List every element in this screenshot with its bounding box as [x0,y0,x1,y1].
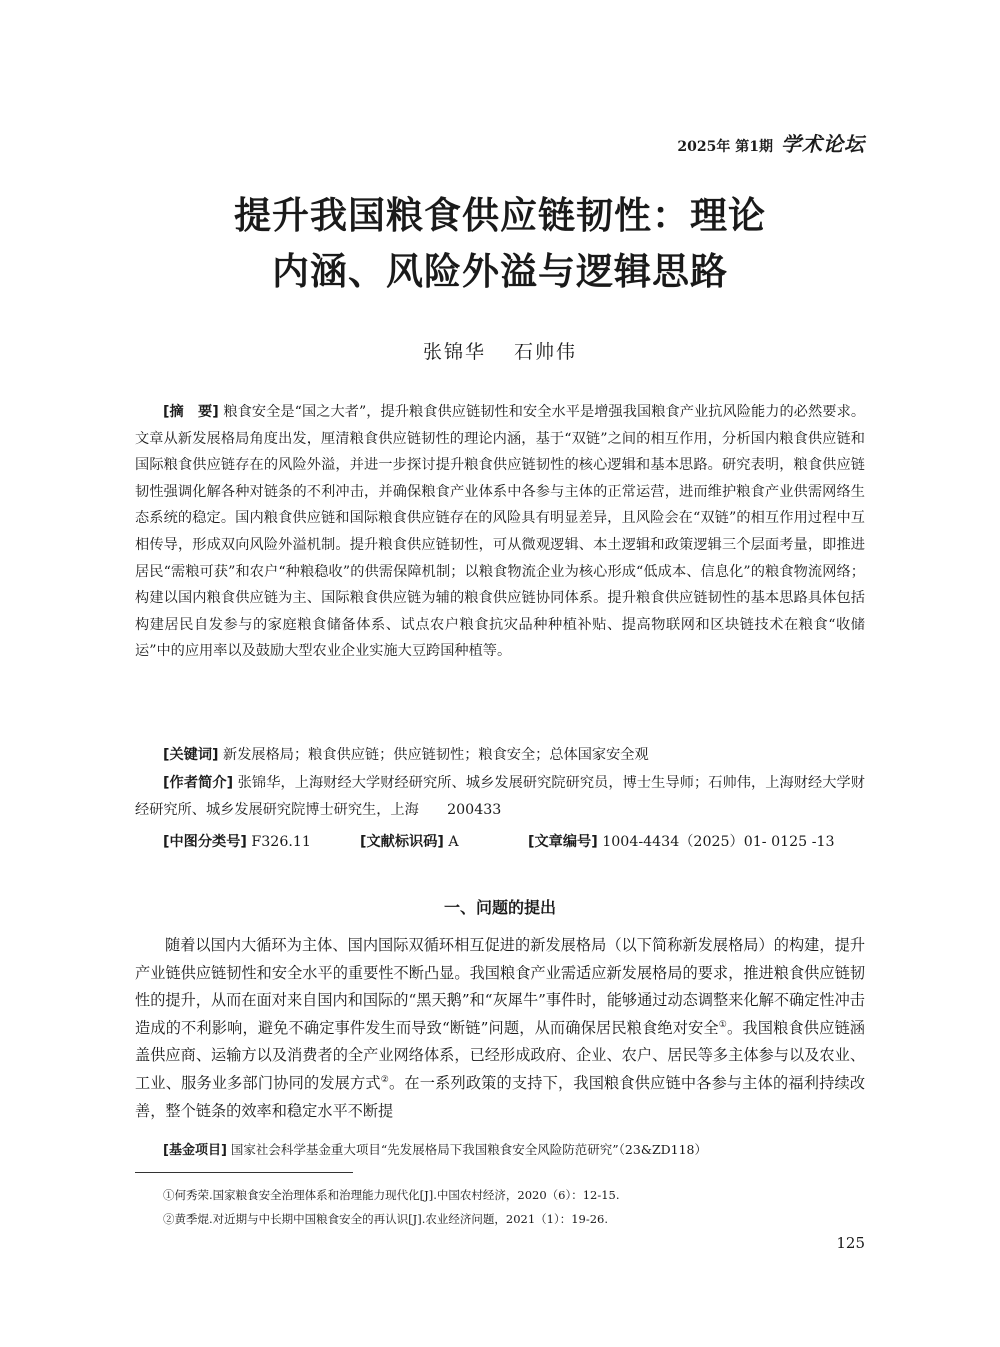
footnotes [163,1183,865,1231]
abstract-text: 粮食安全是“国之大者”，提升粮食供应链韧性和安全水平是增强我国粮食产业抗风险能力的必然要求。文章从新发展格局角度出发，厘清粮食供应链韧性的理论内涵，基于“双链”之间的相互作用，分析国内粮食供应链和国际粮食供应链存在的风险外溢，并进一步探讨提升粮食供应链韧性的核心逻辑和基本思路。研究表明，粮食供应链韧性强调化解各种对链条的不利冲击，并确保粮食产业体系中各参与主体的正常运营，进而维护粮食产业供需网络生态系统的稳定。国内粮食供应链和国际粮食供应链存在的风险具有明显差异，且风险会在“双链”的相互作用过程中互相传导，形成双向风险外溢机制。提升粮食供应链韧性，可从微观逻辑、本土逻辑和政策逻辑三个层面考量，即推进居民“需粮可获”和农户“种粮稳收”的供需保障机制；以粮食物流企业为核心形成“低成本、信息化”的粮食物流网络；构建以国内粮食供应链为主、国际粮食供应链为辅的粮食供应链协同体系。提升粮食供应链韧性的基本思路具体包括构建居民自发参与的家庭粮食储备体系、试点农户粮食抗灾品种种植补贴、提高物联网和区块链技术在粮食“收储运”中的应用率以及鼓励大型农业企业实施大豆跨国种植等。 [135,404,866,660]
clc-value: F326.11 [251,834,311,850]
clc-code [163,829,360,856]
page-number: 125 [836,1234,865,1252]
doc-code [360,829,528,856]
keywords-label: [关键词] [163,747,219,763]
title-line-1: 提升我国粮食供应链韧性：理论 [234,194,766,237]
body-text-1: 随着以国内大循环为主体、国内国际双循环相互促进的新发展格局（以下简称新发展格局）的构建，提升产业链供应链韧性和安全水平的重要性不断凸显。我国粮食产业需适应新发展格局的要求，推进粮食供应链韧性的提升，从而在面对来自国内和国际的“黑天鹅”和“灰犀牛”事件时，能够通过动态调整来化解不确定性冲击造成的不利影响，避免不确定事件发生而导致“断链”问题，从而确保居民粮食绝对安全 [135,936,865,1037]
footnote-divider [135,1172,353,1173]
body-text-3: 。在一系列政策的支持下，我国粮食供应链中各参与主体的福利持续改善，整个链条的效率和稳定水平不断提 [135,1073,866,1120]
fund-text: 国家社会科学基金重大项目“先发展格局下我国粮食安全风险防范研究”（23&ZD118） [230,1142,708,1157]
author-2: 石帅伟 [514,341,578,363]
keywords [163,742,865,769]
title-line-2: 内涵、风险外溢与逻辑思路 [272,250,728,293]
fund-info [163,1140,865,1161]
abstract [135,399,865,665]
article-number-value: 1004-4434（2025）01- 0125 -13 [602,834,835,850]
authors [0,337,1000,364]
journal-logo: 学术论坛 [781,132,865,156]
footnote-1: ①何秀荣.国家粮食安全治理体系和治理能力现代化[J].中国农村经济，2020（6）：12-15. [163,1188,620,1202]
article-title [0,188,1000,300]
abstract-label: [摘 要] [163,404,219,420]
fund-label: [基金项目] [163,1143,227,1158]
author-info [135,770,865,823]
author-info-label: [作者简介] [163,775,234,791]
footnote-2: ②黄季焜.对近期与中长期中国粮食安全的再认识[J].农业经济问题，2021（1）：19-26. [163,1212,609,1226]
clc-label: [中图分类号] [163,834,247,850]
classification-line [163,829,865,856]
doc-value: A [448,834,459,850]
journal-header [677,128,865,157]
footnote-ref-1[interactable]: ① [718,1019,728,1030]
section-heading: 一、问题的提出 [443,898,556,917]
article-number [528,829,835,856]
article-number-label: [文章编号] [528,834,598,850]
author-1: 张锦华 [422,341,486,363]
footnote-ref-2[interactable]: ② [380,1074,390,1085]
keywords-text: 新发展格局；粮食供应链；供应链韧性；粮食安全；总体国家安全观 [223,747,649,763]
author-info-text: 张锦华，上海财经大学财经研究所、城乡发展研究院研究员，博士生导师；石帅伟，上海财经大学财经研究所、城乡发展研究院博士研究生，上海 200433 [135,775,865,818]
body-paragraph [135,932,865,1125]
body-text-2: 。我国粮食供应链涵盖供应商、运输方以及消费者的全产业网络体系，已经形成政府、企业、农户、居民等多主体参与以及农业、工业、服务业多部门协同的发展方式 [135,1018,865,1092]
doc-label: [文献标识码] [360,834,444,850]
journal-issue: 2025年 第1期 [677,139,773,155]
